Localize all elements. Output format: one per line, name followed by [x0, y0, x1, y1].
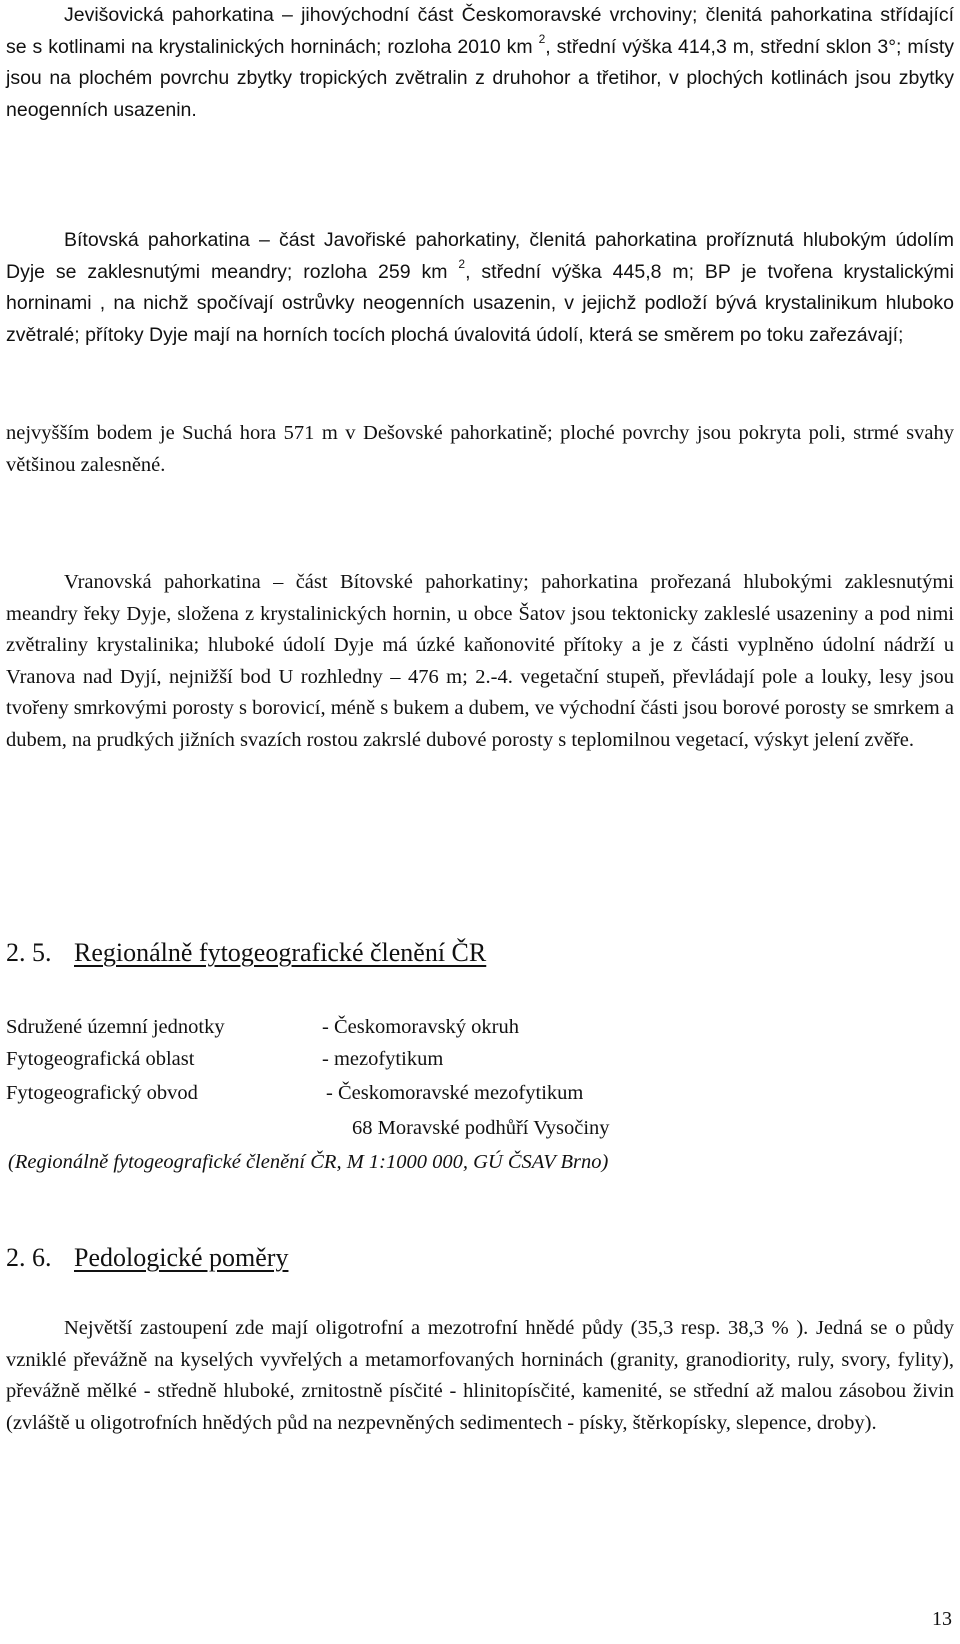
paragraph-text: Jevišovická pahorkatina – jihovýchodní část Českomoravské vrchoviny; členitá pahorkatina střídající se s kotlinami na krystalinických horninách; rozloha 2010 km: [6, 4, 954, 58]
paragraph-bitovska-continuation: nejvyšším bodem je Suchá hora 571 m v Dešovské pahorkatině; ploché povrchy jsou pokryta poli, strmé svahy většinou zalesněné.: [6, 422, 954, 476]
classification-value: - mezofytikum: [322, 1048, 444, 1070]
superscript: 2: [538, 31, 546, 46]
paragraph-pedologicke: Největší zastoupení zde mají oligotrofní a mezotrofní hnědé půdy (35,3 resp. 38,3 % ). Jedná se o půdy vzniklé převážně na kyselých vyvřelých a metamorfovaných horninách (granity, granodiority, ruly, svory, fylity), převážně mělké - středně hluboké, zrnitostně písčité - hlinitopísčité, kamenité, se střední až malou zásobou živin (zvláště u oligotrofních hnědých půd na nezpevněných sedimentech - písky, štěrkopísky, slepence, droby).: [6, 1317, 954, 1434]
classification-label: Fytogeografický obvod: [6, 1082, 198, 1104]
subunit-value: 68 Moravské podhůří Vysočiny: [352, 1117, 610, 1139]
paragraph-text: , střední výška 445,8 m; BP je tvořena krystalickými horninami , na nichž spočívají ostrůvky neogenních usazenin, v jejichž podloží bývá krystalinikum hluboko zvětralé; přítoky Dyje mají na horních tocích plochá úvalovitá údolí, která se směrem po toku zařezávají;: [6, 260, 954, 346]
paragraph-bitovska: [6, 225, 954, 351]
section-heading-2-5: [6, 938, 486, 968]
paragraph-text: Bítovská pahorkatina – část Javořiské pahorkatiny, členitá pahorkatina proříznutá hlubokým údolím Dyje se zaklesnutými meandry; rozloha 259 km: [6, 229, 954, 283]
page-number: 13: [932, 1608, 952, 1630]
citation: (Regionálně fytogeografické členění ČR, M 1:1000 000, GÚ ČSAV Brno): [8, 1151, 609, 1173]
paragraph-text: , střední výška 414,3 m, střední sklon 3°; místy jsou na plochém povrchu zbytky tropických zvětralin z druhohor a třetihor, v plochých kotlinách jsou zbytky neogenních usazenin.: [6, 35, 954, 121]
classification-label: Sdružené územní jednotky: [6, 1016, 225, 1038]
section-heading-2-6: [6, 1243, 288, 1273]
classification-value: - Českomoravské mezofytikum: [326, 1082, 584, 1104]
paragraph-jevisovicka: [6, 0, 954, 126]
superscript: 2: [458, 256, 466, 271]
paragraph-vranovska: Vranovská pahorkatina – část Bítovské pahorkatiny; pahorkatina prořezaná hlubokými zaklesnutými meandry řeky Dyje, složena z krystalinických hornin, u obce Šatov jsou tektonicky zakleslé usazeniny a pod nimi zvětraliny krystalinika; hluboké údolí Dyje má úzké kaňonovité přítoky a je z části vyplněno údolní nádrží u Vranova nad Dyjí, nejnižší bod U rozhledny – 476 m; 2.-4. vegetační stupeň, převládají pole a louky, lesy jsou tvořeny smrkovými porosty s borovicí, méně s bukem a dubem, ve východní části jsou borové porosty se smrkem a dubem, na prudkých jižních svazích rostou zakrslé dubové porosty s teplomilnou vegetací, výskyt jelení zvěře.: [6, 571, 954, 751]
section-number: 2. 6.: [6, 1243, 52, 1272]
section-title: Regionálně fytogeografické členění ČR: [74, 938, 487, 967]
section-title: Pedologické poměry: [74, 1243, 289, 1272]
classification-value: - Českomoravský okruh: [322, 1016, 520, 1038]
section-number: 2. 5.: [6, 938, 52, 967]
classification-label: Fytogeografická oblast: [6, 1048, 195, 1070]
